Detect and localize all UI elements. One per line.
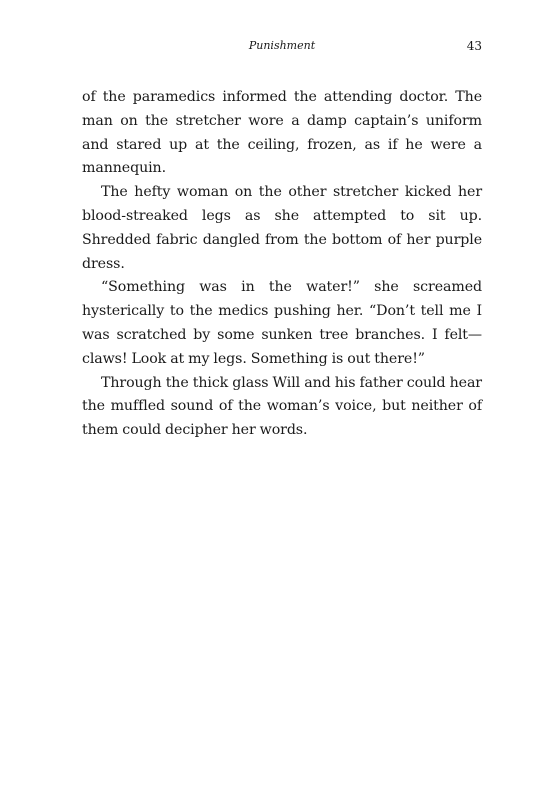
paragraph-2: The hefty woman on the other stretcher kicked her blood-streaked legs as she attempted to sit up. Shredded fabric dangled from the bottom of her purple dress. — [82, 184, 482, 272]
paragraph-3: “Something was in the water!” she screamed hysterically to the medics pushing her. “Don’t tell me I was scratched by some sunken tree branches. I felt—claws! Look at my legs. Something is out there!” — [82, 279, 482, 367]
running-title: Punishment — [248, 39, 316, 52]
paragraph-4: Through the thick glass Will and his father could hear the muffled sound of the woman’s voice, but neither of them could decipher her words. — [82, 374, 482, 439]
page-number: 43 — [466, 39, 482, 53]
paragraph-1: of the paramedics informed the attending doctor. The man on the stretcher wore a damp captain’s uniform and stared up at the ceiling, frozen, as if he were a mannequin. — [82, 89, 482, 177]
body-text — [82, 86, 482, 443]
running-head — [82, 38, 482, 54]
